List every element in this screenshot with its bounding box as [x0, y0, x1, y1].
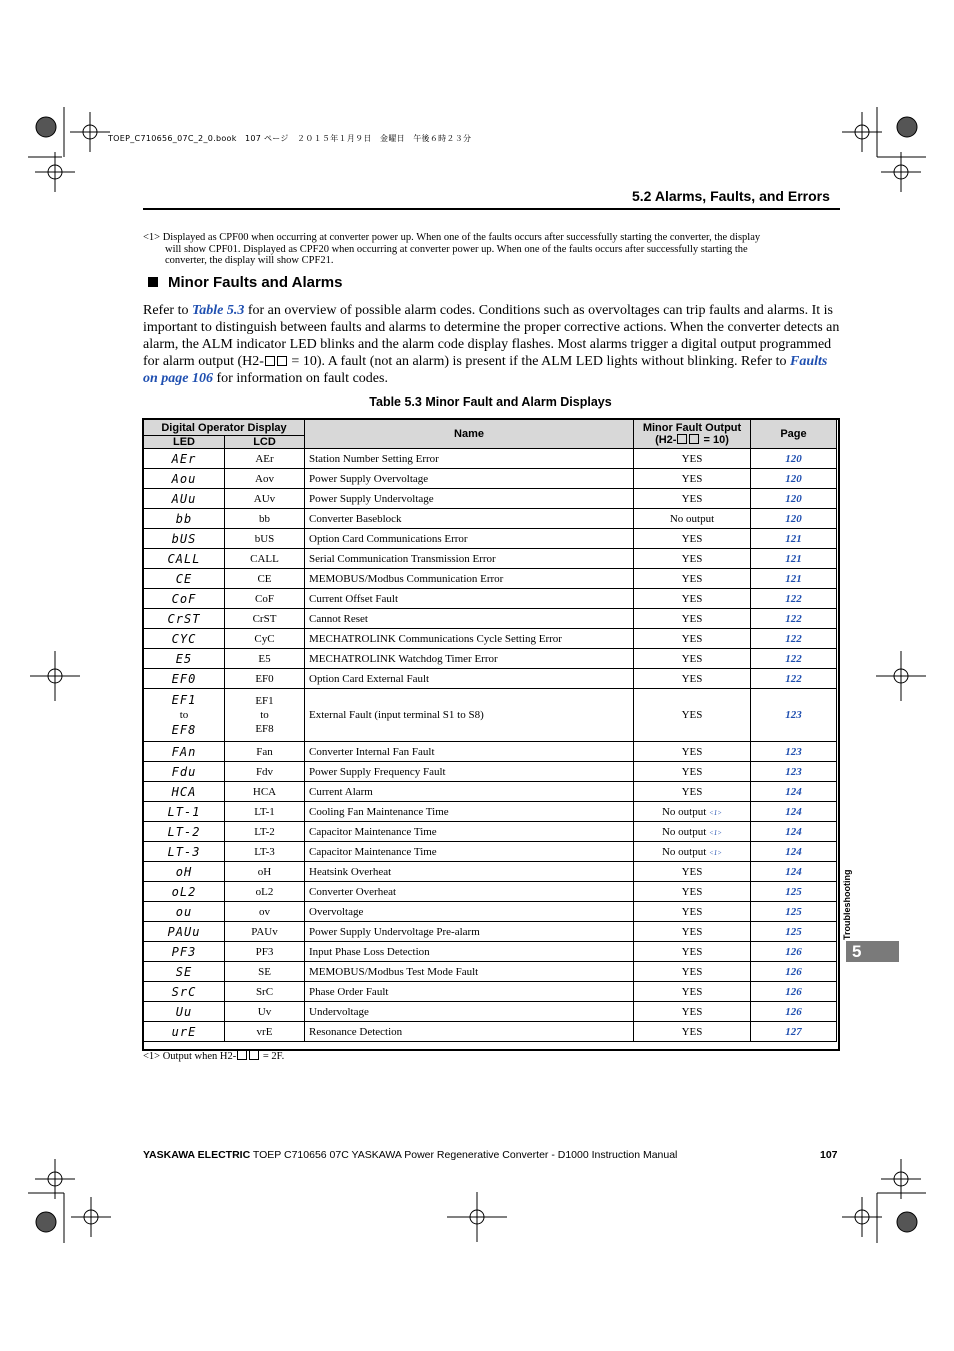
output-text: YES [681, 532, 703, 545]
side-tab-label: Troubleshooting [842, 869, 852, 940]
name-cell: Current Alarm [305, 782, 634, 802]
output-text: YES [681, 592, 703, 605]
output-cell [634, 742, 751, 762]
name-cell: External Fault (input terminal S1 to S8) [305, 689, 634, 742]
name-cell: Power Supply Frequency Fault [305, 762, 634, 782]
lcd-cell: CyC [225, 629, 305, 649]
bottom-footnote-post: = 2F. [260, 1051, 285, 1062]
lcd-cell: AUv [225, 489, 305, 509]
table-row [144, 629, 837, 649]
lcd-cell: vrE [225, 1022, 305, 1042]
output-cell [634, 569, 751, 589]
bullet-square-icon [148, 277, 158, 287]
bottom-footnote [143, 1050, 284, 1062]
page-link[interactable]: 125 [751, 922, 837, 942]
output-cell [634, 922, 751, 942]
table-row [144, 782, 837, 802]
page-link[interactable]: 123 [751, 762, 837, 782]
led-cell: bb [144, 509, 225, 529]
table-row [144, 902, 837, 922]
led-to: to [179, 708, 189, 721]
name-cell: MECHATROLINK Communications Cycle Setting Error [305, 629, 634, 649]
output-text: YES [681, 745, 703, 758]
name-cell: Current Offset Fault [305, 589, 634, 609]
table-link[interactable]: Table 5.3 [191, 303, 245, 318]
name-cell: Option Card External Fault [305, 669, 634, 689]
table-row [144, 469, 837, 489]
lcd-cell: Aov [225, 469, 305, 489]
para-text-1: Refer to [143, 303, 192, 318]
table-row [144, 1002, 837, 1022]
output-cell [634, 489, 751, 509]
name-cell: Serial Communication Transmission Error [305, 549, 634, 569]
output-text: YES [681, 985, 703, 998]
led-cell: EF0 [144, 669, 225, 689]
table-row [144, 649, 837, 669]
output-text: No output [669, 512, 715, 525]
faults-link[interactable]: Faults on page 106 [143, 354, 828, 386]
output-cell [634, 609, 751, 629]
output-cell [634, 669, 751, 689]
led-cell: PF3 [144, 942, 225, 962]
section-title [148, 274, 342, 291]
output-cell [634, 782, 751, 802]
led-cell: oL2 [144, 882, 225, 902]
para-text-3: = 10). A fault (not an alarm) is present if the ALM LED lights without blinking. Refer to [287, 354, 791, 369]
footnote-ref[interactable]: <1> [709, 848, 722, 857]
table-body-2 [144, 742, 837, 1042]
chapter-tab[interactable]: 5 [846, 941, 899, 962]
page-link[interactable]: 120 [751, 449, 837, 469]
led-cell: PAUu [144, 922, 225, 942]
lcd-cell: LT-2 [225, 822, 305, 842]
page-link[interactable]: 123 [751, 689, 837, 742]
led-cell: oH [144, 862, 225, 882]
table-row [144, 962, 837, 982]
output-cell [634, 862, 751, 882]
lcd-cell: HCA [225, 782, 305, 802]
output-cell [634, 509, 751, 529]
output-text: YES [681, 885, 703, 898]
output-cell [634, 902, 751, 922]
table-row [144, 802, 837, 822]
placeholder-box-icon [265, 356, 275, 366]
placeholder-box-icon [277, 356, 287, 366]
output-text: No output [661, 845, 707, 858]
lcd-cell: SrC [225, 982, 305, 1002]
table-row [144, 862, 837, 882]
name-cell: MEMOBUS/Modbus Communication Error [305, 569, 634, 589]
table-row [144, 742, 837, 762]
lcd-code: EF8 [255, 723, 274, 735]
name-cell: Cannot Reset [305, 609, 634, 629]
footnote-ref[interactable]: <1> [709, 808, 722, 817]
output-cell [634, 942, 751, 962]
lcd-cell: oL2 [225, 882, 305, 902]
led-cell: CE [144, 569, 225, 589]
output-text: YES [681, 472, 703, 485]
name-cell: Undervoltage [305, 1002, 634, 1022]
table-row [144, 509, 837, 529]
name-cell: Resonance Detection [305, 1022, 634, 1042]
page-link[interactable]: 126 [751, 942, 837, 962]
col-lcd: LCD [225, 436, 305, 449]
col-page: Page [751, 420, 837, 449]
page-link[interactable]: 123 [751, 742, 837, 762]
page-link[interactable]: 122 [751, 589, 837, 609]
lcd-cell [225, 689, 305, 742]
output-text: YES [681, 672, 703, 685]
name-cell: Capacitor Maintenance Time [305, 822, 634, 842]
led-cell: Uu [144, 1002, 225, 1022]
name-cell: Phase Order Fault [305, 982, 634, 1002]
name-cell: Input Phase Loss Detection [305, 942, 634, 962]
output-text: YES [681, 1005, 703, 1018]
table-row [144, 569, 837, 589]
alarm-table [143, 419, 837, 1042]
output-text: YES [681, 612, 703, 625]
output-text: YES [681, 765, 703, 778]
output-cell [634, 589, 751, 609]
name-cell: Option Card Communications Error [305, 529, 634, 549]
output-cell [634, 762, 751, 782]
name-cell: Converter Baseblock [305, 509, 634, 529]
name-cell: Power Supply Undervoltage Pre-alarm [305, 922, 634, 942]
col-name: Name [305, 420, 634, 449]
table-row [144, 669, 837, 689]
output-cell [634, 449, 751, 469]
table-caption: Table 5.3 Minor Fault and Alarm Displays [369, 395, 612, 409]
lcd-cell: EF0 [225, 669, 305, 689]
page-link[interactable]: 120 [751, 509, 837, 529]
led-cell: SE [144, 962, 225, 982]
table-row [144, 842, 837, 862]
led-cell: ou [144, 902, 225, 922]
page-link[interactable]: 126 [751, 962, 837, 982]
name-cell: Capacitor Maintenance Time [305, 842, 634, 862]
section-title-text: Minor Faults and Alarms [168, 274, 343, 291]
output-text: YES [681, 572, 703, 585]
placeholder-box-icon [689, 434, 699, 444]
table-row [144, 549, 837, 569]
table-row [144, 449, 837, 469]
led-cell: AUu [144, 489, 225, 509]
intro-paragraph [143, 302, 840, 387]
page-link[interactable]: 125 [751, 882, 837, 902]
table-row [144, 609, 837, 629]
led-cell: FAn [144, 742, 225, 762]
led-cell: bUS [144, 529, 225, 549]
page-link[interactable]: 124 [751, 822, 837, 842]
page-link[interactable]: 126 [751, 1002, 837, 1022]
footer [143, 1149, 677, 1161]
output-text: No output [661, 825, 707, 838]
page-link[interactable]: 122 [751, 609, 837, 629]
output-text: YES [681, 632, 703, 645]
page-link[interactable]: 124 [751, 842, 837, 862]
lcd-cell: bb [225, 509, 305, 529]
led-cell: CrST [144, 609, 225, 629]
led-code: EF1 [171, 692, 197, 707]
lcd-cell: PF3 [225, 942, 305, 962]
led-cell [144, 689, 225, 742]
lcd-cell: oH [225, 862, 305, 882]
led-cell: CALL [144, 549, 225, 569]
table-row [144, 1022, 837, 1042]
top-footnote-line2: will show CPF01. Displayed as CPF20 when occurring at converter power up. When one of the faults occurs after successfully starting the [165, 243, 748, 255]
lcd-cell: SE [225, 962, 305, 982]
lcd-cell: Fdv [225, 762, 305, 782]
page-link[interactable]: 124 [751, 862, 837, 882]
table-row [144, 942, 837, 962]
output-cell [634, 882, 751, 902]
output-text: YES [681, 905, 703, 918]
footer-text: TOEP C710656 07C YASKAWA Power Regenerative Converter - D1000 Instruction Manual [250, 1149, 678, 1161]
output-text: YES [681, 865, 703, 878]
page-link[interactable]: 125 [751, 902, 837, 922]
table-row [144, 529, 837, 549]
output-cell [634, 529, 751, 549]
placeholder-box-icon [237, 1050, 247, 1060]
lcd-cell: E5 [225, 649, 305, 669]
name-cell: Station Number Setting Error [305, 449, 634, 469]
page-link[interactable]: 124 [751, 802, 837, 822]
page-number: 107 [820, 1149, 838, 1161]
col-led: LED [144, 436, 225, 449]
output-cell [634, 842, 751, 862]
page-link[interactable]: 121 [751, 569, 837, 589]
lcd-to: to [260, 709, 269, 721]
page-link[interactable]: 122 [751, 669, 837, 689]
led-cell: urE [144, 1022, 225, 1042]
para-text-2: for an overview of possible alarm codes. Conditions such as overvoltages can trip faults and alarms. It is important to distinguish between faults and alarms to determine the proper corrective actions. When the converter detects an alarm, the ALM indicator LED blinks and the alarm code display flashes. Most alarms trigger a digital output programmed for alarm output (H2- [143, 303, 840, 369]
bottom-footnote-pre: <1> Output when H2- [143, 1051, 237, 1062]
lcd-cell: Fan [225, 742, 305, 762]
output-text: YES [681, 965, 703, 978]
led-code: EF8 [171, 722, 197, 737]
led-cell: Aou [144, 469, 225, 489]
led-cell: AEr [144, 449, 225, 469]
print-info: TOEP_C710656_07C_2_0.book 107 ページ ２０１５年１月９日 金曜日 午後６時２３分 [108, 134, 472, 143]
name-cell: Power Supply Undervoltage [305, 489, 634, 509]
col-output-line1: Minor Fault Output [642, 422, 742, 434]
led-cell: LT-3 [144, 842, 225, 862]
col-output-post: = 10) [700, 434, 729, 446]
page-link[interactable]: 124 [751, 782, 837, 802]
output-cell [634, 629, 751, 649]
output-cell [634, 469, 751, 489]
col-output [634, 420, 751, 449]
lcd-cell: CrST [225, 609, 305, 629]
col-output-pre: (H2- [655, 434, 677, 446]
output-text: YES [681, 492, 703, 505]
output-text: YES [681, 452, 703, 465]
led-cell: LT-2 [144, 822, 225, 842]
page-link[interactable]: 127 [751, 1022, 837, 1042]
name-cell: Cooling Fan Maintenance Time [305, 802, 634, 822]
output-cell [634, 962, 751, 982]
output-text: YES [681, 785, 703, 798]
output-cell [634, 1002, 751, 1022]
led-cell: CYC [144, 629, 225, 649]
footer-brand: YASKAWA ELECTRIC [143, 1149, 251, 1161]
led-cell: LT-1 [144, 802, 225, 822]
lcd-cell: bUS [225, 529, 305, 549]
lcd-cell: CALL [225, 549, 305, 569]
lcd-cell: LT-1 [225, 802, 305, 822]
table-body-ef [144, 689, 837, 742]
top-footnote-line1: <1> Displayed as CPF00 when occurring at converter power up. When one of the faults occurs after successfully starting the converter, the display [143, 232, 761, 243]
table-row [144, 982, 837, 1002]
page-link[interactable]: 120 [751, 469, 837, 489]
table-row [144, 589, 837, 609]
name-cell: MEMOBUS/Modbus Test Mode Fault [305, 962, 634, 982]
page-link[interactable]: 121 [751, 549, 837, 569]
top-footnote [143, 232, 838, 267]
name-cell: MECHATROLINK Watchdog Timer Error [305, 649, 634, 669]
page-link[interactable]: 122 [751, 629, 837, 649]
table-row [144, 689, 837, 742]
output-text: YES [681, 652, 703, 665]
table-row [144, 922, 837, 942]
output-cell [634, 549, 751, 569]
page-link[interactable]: 120 [751, 489, 837, 509]
led-cell: Fdu [144, 762, 225, 782]
name-cell: Converter Internal Fan Fault [305, 742, 634, 762]
placeholder-box-icon [249, 1050, 259, 1060]
led-cell: E5 [144, 649, 225, 669]
col-digital-operator: Digital Operator Display [144, 420, 305, 436]
name-cell: Overvoltage [305, 902, 634, 922]
page-link[interactable]: 122 [751, 649, 837, 669]
lcd-cell: LT-3 [225, 842, 305, 862]
output-text: YES [681, 945, 703, 958]
output-cell [634, 802, 751, 822]
footnote-ref[interactable]: <1> [709, 828, 722, 837]
lcd-cell: AEr [225, 449, 305, 469]
output-cell: YES [634, 689, 751, 742]
output-text: YES [681, 925, 703, 938]
header-rule [143, 208, 840, 210]
page-link[interactable]: 121 [751, 529, 837, 549]
output-text: YES [681, 552, 703, 565]
output-cell [634, 982, 751, 1002]
table-row [144, 489, 837, 509]
output-cell [634, 822, 751, 842]
name-cell: Power Supply Overvoltage [305, 469, 634, 489]
output-text: No output [661, 805, 707, 818]
lcd-cell: CoF [225, 589, 305, 609]
name-cell: Heatsink Overheat [305, 862, 634, 882]
col-output-line2 [636, 434, 748, 446]
placeholder-box-icon [677, 434, 687, 444]
lcd-cell: CE [225, 569, 305, 589]
top-footnote-line3: converter, the display will show CPF21. [165, 255, 334, 266]
lcd-cell: PAUv [225, 922, 305, 942]
led-cell: HCA [144, 782, 225, 802]
output-cell [634, 1022, 751, 1042]
led-cell: SrC [144, 982, 225, 1002]
output-text: YES [681, 1025, 703, 1038]
table-row [144, 762, 837, 782]
lcd-cell: ov [225, 902, 305, 922]
para-text-4: for information on fault codes. [213, 371, 388, 386]
lcd-cell: Uv [225, 1002, 305, 1022]
table-row [144, 822, 837, 842]
section-header: 5.2 Alarms, Faults, and Errors [632, 188, 830, 204]
table-row [144, 882, 837, 902]
lcd-code: EF1 [255, 695, 274, 707]
led-cell: CoF [144, 589, 225, 609]
output-cell [634, 649, 751, 669]
name-cell: Converter Overheat [305, 882, 634, 902]
page-link[interactable]: 126 [751, 982, 837, 1002]
table-body-1 [144, 449, 837, 689]
